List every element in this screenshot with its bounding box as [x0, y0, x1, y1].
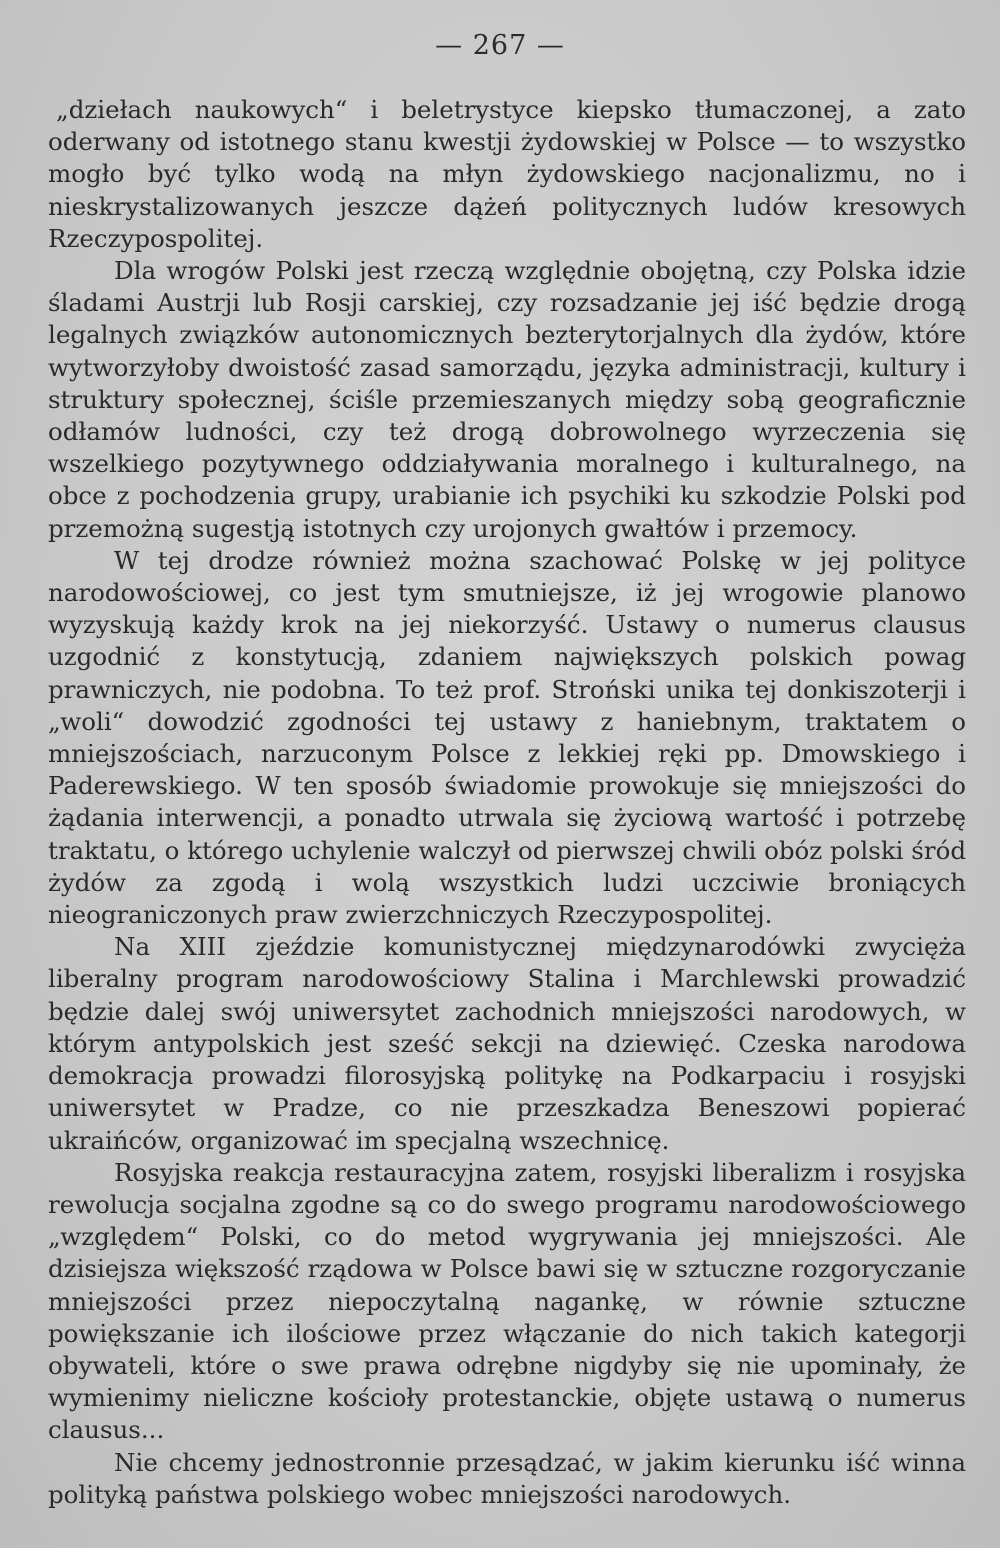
paragraph-2: Dla wrogów Polski jest rzeczą względnie obojętną, czy Polska idzie śladami Austrji lub Rosji carskiej, czy rozsadzanie jej iść będzie drogą legalnych związków autonomicznych bezterytorjalnych dla żydów, które wytworzyłoby dwoistość zasad samorządu, języka administracji, kultury i struktury społecznej, ściśle przemieszanych między sobą geograficznie odłamów ludności, czy też drogą dobrowolnego wyrzeczenia się wszelkiego pozytywnego oddziaływania moralnego i kulturalnego, na obce z pochodzenia grupy, urabianie ich psychiki ku szkodzie Polski pod przemożną sugestją istotnych czy urojonych gwałtów i przemocy.: [48, 256, 966, 543]
paragraph-1: „dziełach naukowych“ i beletrystyce kiepsko tłumaczonej, a zato oderwany od istotnego stanu kwestji żydowskiej w Polsce — to wszystko mogło być tylko wodą na młyn żydowskiego nacjonalizmu, no i nieskrystalizowanych jeszcze dążeń politycznych ludów kresowych Rzeczypospolitej.: [48, 95, 966, 253]
page-number: — 267 —: [435, 30, 565, 61]
paragraph-3: W tej drodze również można szachować Polskę w jej polityce narodowościowej, co jest tym smutniejsze, iż jej wrogowie planowo wyzyskują każdy krok na jej niekorzyść. Ustawy o numerus clausus uzgodnić z konstytucją, zdaniem największych polskich powag prawniczych, nie podobna. To też prof. Stroński unika tej donkiszoterji i „woli“ dowodzić zgodności tej ustawy z haniebnym, traktatem o mniejszościach, narzuconym Polsce z lekkiej ręki pp. Dmowskiego i Paderewskiego. W ten sposób świadomie prowokuje się mniejszości do żądania interwencji, a ponadto utrwala się życiową wartość i potrzebę traktatu, o którego uchylenie walczył od pierwszej chwili obóz polski śród żydów za zgodą i wolą wszystkich ludzi uczciwie broniących nieograniczonych praw zwierzchniczych Rzeczypospolitej.: [48, 545, 967, 930]
page-text: [48, 94, 966, 1511]
paragraph-6: Nie chcemy jednostronnie przesądzać, w jakim kierunku iść winna polityką państwa polskiego wobec mniejszości narodowych.: [48, 1447, 966, 1509]
paragraph-5: Rosyjska reakcja restauracyjna zatem, rosyjski liberalizm i rosyjska rewolucja socjalna zgodne są co do swego programu narodowościowego „względem“ Polski, co do metod wygrywania jej mniejszości. Ale dzisiejsza większość rządowa w Polsce bawi się w sztuczne rozgoryczanie mniejszości przez niepoczytalną nagankę, w równie sztuczne powiększanie ich ilościowe przez włączanie do nich takich kategorji obywateli, które o swe prawa odrębne nigdyby się nie upominały, że wymienimy nieliczne kościoły protestanckie, objęte ustawą o numerus clausus...: [48, 1157, 966, 1445]
paragraph-4: Na XIII zjeździe komunistycznej międzynarodówki zwycięża liberalny program narodowościowy Stalina i Marchlewski prowadzić będzie dalej swój uniwersytet zachodnich mniejszości narodowych, w którym antypolskich jest sześć sekcji na dziewięć. Czeska narodowa demokracja prowadzi filorosyjską politykę na Podkarpaciu i rosyjski uniwersytet w Pradze, co nie przeszkadza Beneszowi popierać ukraińców, organizować im specjalną wszechnicę.: [48, 932, 966, 1155]
